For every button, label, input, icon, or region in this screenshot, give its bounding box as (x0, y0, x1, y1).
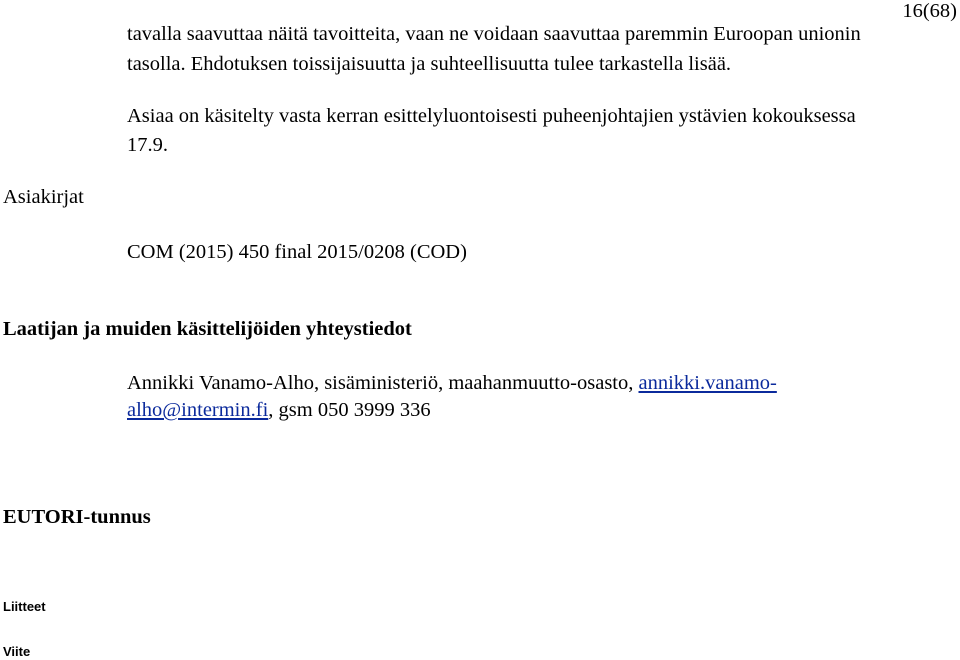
section-heading-eutori: EUTORI-tunnus (3, 506, 151, 528)
section-heading-contacts: Laatijan ja muiden käsittelijöiden yhteystiedot (3, 318, 412, 340)
paragraph-line: Asiaa on käsitelty vasta kerran esittelyluontoisesti puheenjohtajien ystävien kokouksessa (127, 105, 856, 127)
email-link-part2[interactable]: alho@intermin.fi (127, 399, 269, 421)
email-link-part1[interactable]: annikki.vanamo- (638, 372, 777, 394)
page-number: 16(68) (902, 0, 957, 22)
paragraph-line: tasolla. Ehdotuksen toissijaisuutta ja suhteellisuutta tulee tarkastella lisää. (127, 53, 732, 75)
section-heading-asiakirjat: Asiakirjat (3, 186, 84, 208)
section-heading-viite: Viite (3, 644, 31, 659)
contact-text: Annikki Vanamo-Alho, sisäministeriö, maahanmuutto-osasto, (127, 372, 639, 394)
contact-line (127, 397, 431, 423)
section-heading-liitteet: Liitteet (3, 599, 46, 614)
paragraph-line: tavalla saavuttaa näitä tavoitteita, vaan ne voidaan saavuttaa paremmin Euroopan unionin (127, 23, 861, 45)
document-reference: COM (2015) 450 final 2015/0208 (COD) (127, 241, 467, 263)
paragraph-line: 17.9. (127, 134, 168, 156)
phone-text: , gsm 050 3999 336 (268, 399, 431, 421)
contact-line (127, 370, 777, 396)
